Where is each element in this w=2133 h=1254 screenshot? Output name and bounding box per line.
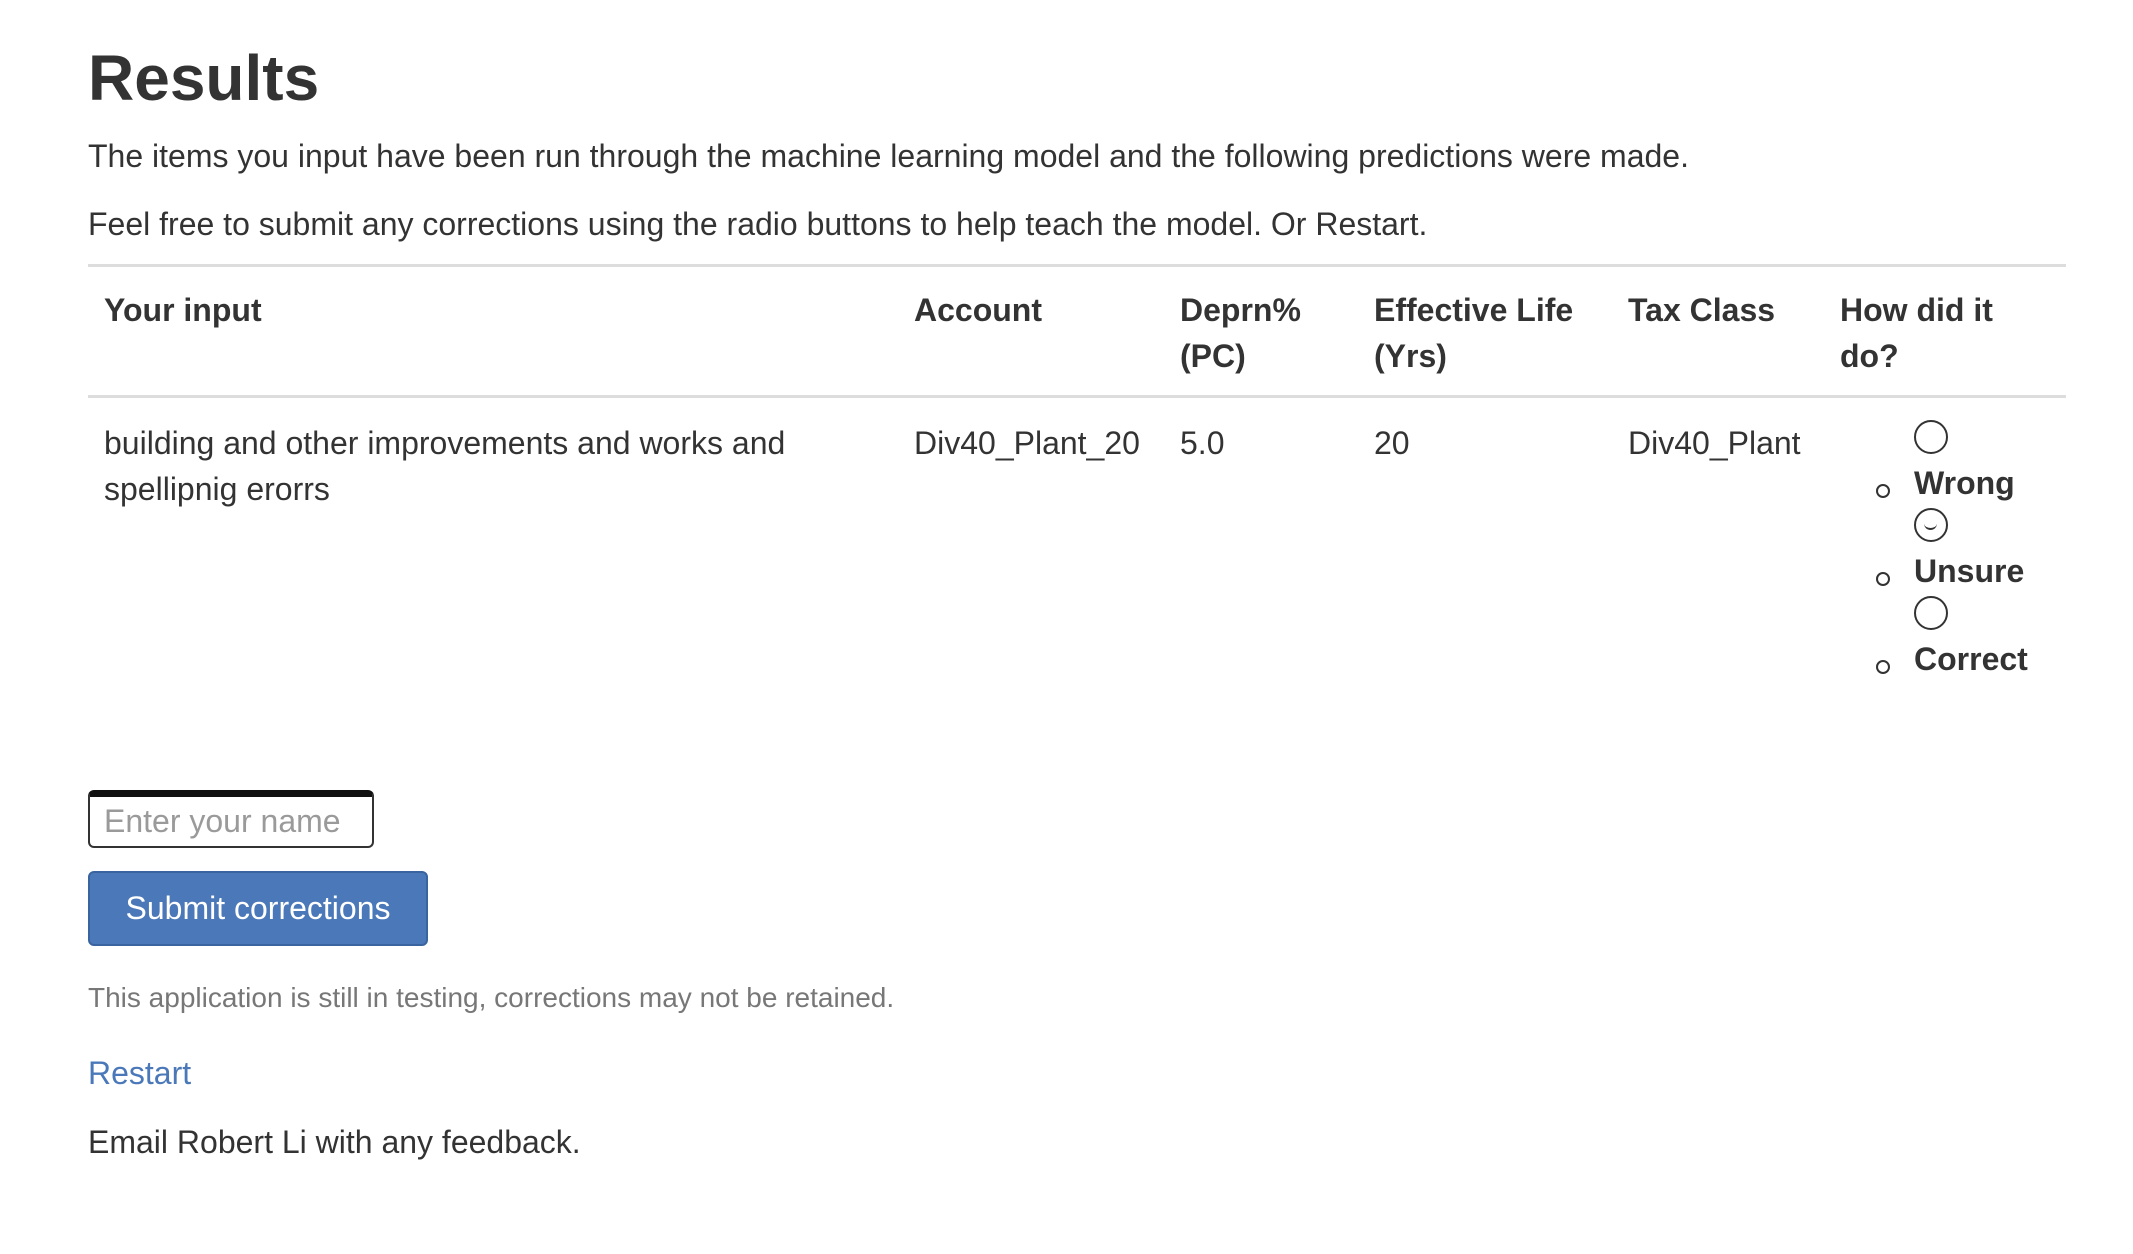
label-wrong[interactable]: Wrong xyxy=(1914,465,2015,501)
results-table xyxy=(88,264,2066,700)
restart-link[interactable]: Restart xyxy=(88,1055,192,1091)
rating-options xyxy=(1840,420,2050,682)
rating-option-wrong xyxy=(1914,420,2050,506)
list-bullet-icon xyxy=(1876,484,1890,498)
rating-option-correct xyxy=(1914,596,2050,682)
page-title: Results xyxy=(88,42,320,114)
header-tax-class: Tax Class xyxy=(1612,266,1824,397)
radio-correct[interactable] xyxy=(1914,596,1948,630)
cell-rating xyxy=(1824,397,2066,701)
table-row xyxy=(88,397,2066,701)
cell-tax-class: Div40_Plant xyxy=(1628,425,1801,461)
submit-corrections-button[interactable]: Submit corrections xyxy=(88,871,428,946)
rating-option-unsure xyxy=(1914,508,2050,594)
list-bullet-icon xyxy=(1876,572,1890,586)
cell-deprn: 5.0 xyxy=(1180,425,1225,461)
cell-input: building and other improvements and works and spellipnig erorrs xyxy=(104,425,786,507)
table-header-row xyxy=(88,266,2066,397)
instructions-text: Feel free to submit any corrections using the radio buttons to help teach the model. Or Restart. xyxy=(88,206,1428,242)
intro-text: The items you input have been run through the machine learning model and the following predictions were made. xyxy=(88,138,1689,174)
label-correct[interactable]: Correct xyxy=(1914,641,2028,677)
header-your-input: Your input xyxy=(88,266,898,397)
list-bullet-icon xyxy=(1876,660,1890,674)
feedback-text: Email Robert Li with any feedback. xyxy=(88,1124,581,1160)
header-effective-life: Effective Life (Yrs) xyxy=(1358,266,1612,397)
header-account: Account xyxy=(898,266,1164,397)
cell-account: Div40_Plant_20 xyxy=(914,425,1140,461)
radio-unsure[interactable] xyxy=(1914,508,1948,542)
header-how-did-it-do: How did it do? xyxy=(1824,266,2066,397)
results-page xyxy=(88,0,2066,1160)
label-unsure[interactable]: Unsure xyxy=(1914,553,2025,589)
radio-wrong[interactable] xyxy=(1914,420,1948,454)
testing-note: This application is still in testing, corrections may not be retained. xyxy=(88,982,895,1013)
name-input[interactable] xyxy=(88,790,374,848)
header-deprn: Deprn% (PC) xyxy=(1164,266,1358,397)
cell-life: 20 xyxy=(1374,425,1410,461)
